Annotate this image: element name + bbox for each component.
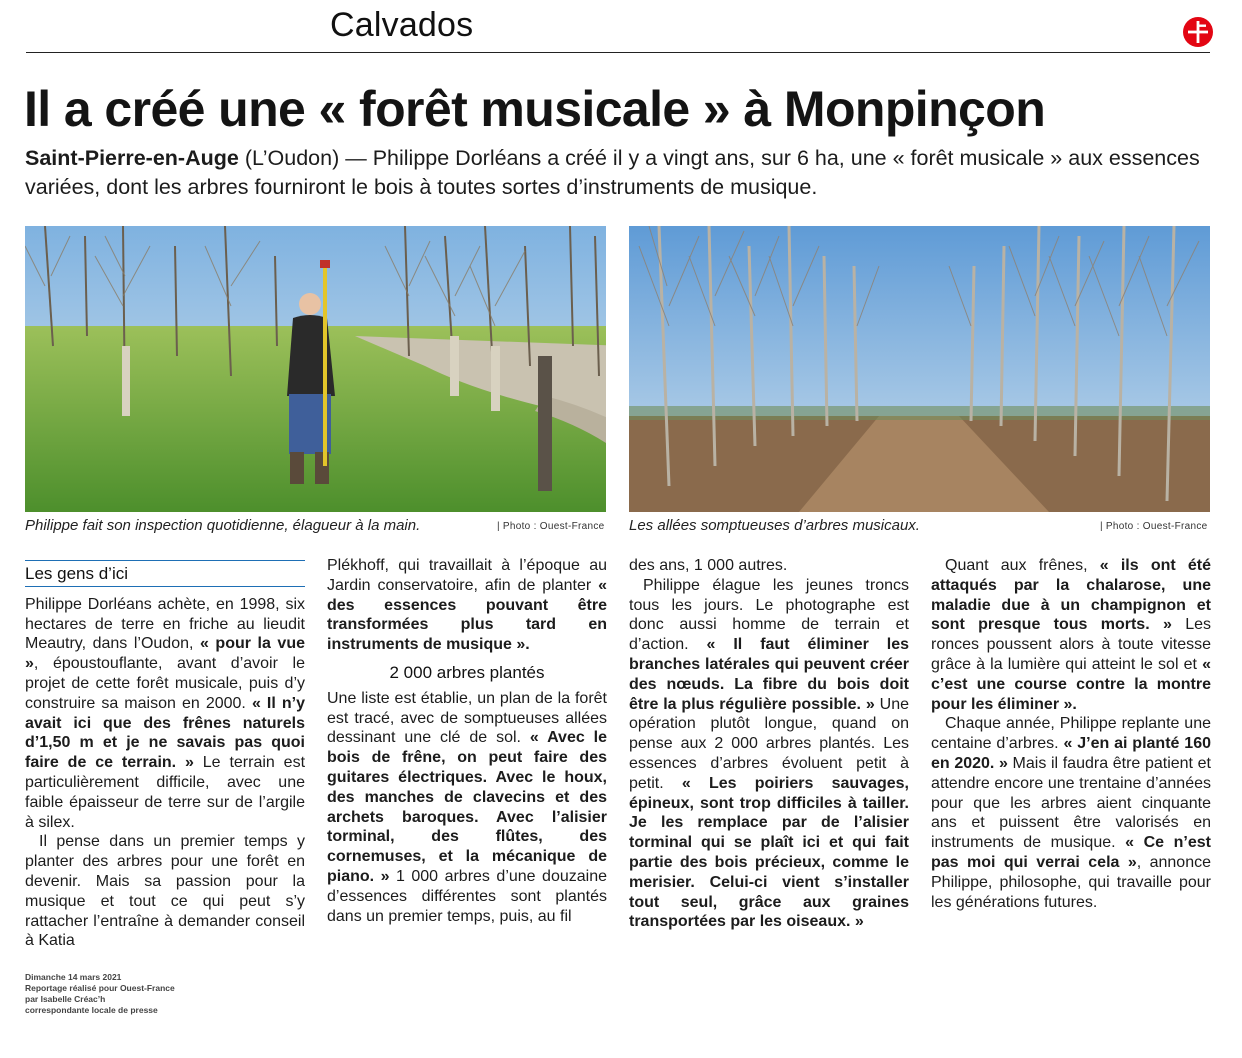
- article-column-1: [25, 556, 305, 951]
- article-column-4: [931, 556, 1211, 912]
- quote: « Il faut éliminer les branches latérales qui peuvent créer des nœuds. La fibre du bois doit être la plus régulière possible. »: [629, 636, 909, 713]
- text-run: Chaque année, Philippe replante une centaine d’arbres.: [931, 715, 1211, 753]
- top-rule: [26, 52, 1210, 53]
- article-column-3: [629, 556, 909, 932]
- quote: « pour la vue »: [25, 635, 305, 673]
- lede-place: Saint-Pierre-en-Auge: [25, 146, 239, 170]
- text-run: , époustouflante, avant d’avoir le projet de cette forêt musicale, puis d’y construire sa maison en 2000.: [25, 655, 305, 712]
- footer-line: Reportage réalisé pour Ouest-France: [25, 983, 175, 993]
- lede-text: Philippe Dorléans a créé il y a vingt ans, sur 6 ha, une « forêt musicale » aux essences variées, dont les arbres fourniront le bois à toutes sortes d’instruments de musique.: [25, 146, 1200, 199]
- photo-1-credit: [497, 521, 605, 532]
- text-run: Quant aux frênes,: [945, 557, 1100, 574]
- photo-1-caption: Philippe fait son inspection quotidienne, élagueur à la main.: [25, 517, 421, 534]
- subhead: 2 000 arbres plantés: [389, 662, 545, 682]
- headline: Il a créé une « forêt musicale » à Monpinçon: [24, 81, 1046, 137]
- quote: « Avec le bois de frêne, on peut faire des guitares électriques. Avec le houx, des manches de clavecins et des archets baroques. Avec l’alisier torminal, des flûtes, des cornemuses, et la mécanique de piano. »: [327, 729, 607, 885]
- footer-author: par Isabelle Créac’h: [25, 994, 106, 1004]
- lede: [25, 144, 1215, 202]
- photo-2-credit-bar: |: [1100, 521, 1103, 532]
- section-label: Calvados: [330, 6, 474, 44]
- paragraph: Il pense dans un premier temps y planter des arbres pour une forêt en devenir. Mais sa passion pour la musique et tout ce qui peut s’y rattacher l’entraîne à demander conseil à Katia: [25, 833, 305, 950]
- paragraph: [327, 689, 607, 927]
- footer-date: Dimanche 14 mars 2021: [25, 972, 122, 982]
- text-run: Philippe élague les jeunes troncs tous les jours. Le photographe est donc aussi homme de terrain et d’action.: [629, 576, 909, 654]
- quote: « ils ont été attaqués par la chalarose, une maladie due à un champignon et sont presque tous morts. »: [931, 557, 1211, 634]
- text-run: Philippe Dorléans achète, en 1998, six hectares de terre en friche au lieudit Meautry, dans l’Oudon,: [25, 595, 305, 653]
- lede-place-suffix: (L’Oudon) —: [238, 146, 373, 170]
- photo-1-credit-text: Photo : Ouest-France: [502, 521, 605, 532]
- text-run: Une opération plutôt longue, quand on pense aux 2 000 arbres plantés. Les essences d’arbres évoluent petit à petit.: [629, 695, 910, 792]
- text-run: 1 000 arbres d’une douzaine d’essences différentes sont plantés dans un premier temps, puis, au fil: [327, 867, 607, 925]
- text-run: Les ronces poussent alors à toute vitesse grâce à la lumière qui atteint le sol et: [931, 616, 1211, 673]
- photo-2-credit: [1100, 521, 1208, 532]
- text-run: Le terrain est particulièrement difficile, avec une faible épaisseur de terre sur de l’argile à silex.: [25, 754, 306, 831]
- quote: « J’en ai planté 160 en 2020. »: [931, 735, 1211, 772]
- paragraph: [931, 714, 1211, 912]
- footer-credits: [25, 972, 175, 1016]
- text-run: Une liste est établie, un plan de la forêt est tracé, avec de somptueuses allées dessinant une clé de sol.: [327, 689, 607, 747]
- paragraph: [629, 576, 909, 932]
- photo-man-with-pruner: [25, 226, 606, 512]
- paragraph: des ans, 1 000 autres.: [629, 557, 788, 574]
- footer-role: correspondante locale de presse: [25, 1005, 158, 1015]
- box-title: Les gens d’ici: [25, 560, 305, 587]
- paragraph: [25, 595, 305, 833]
- ouest-france-logo-icon: [1182, 16, 1214, 48]
- quote: « Les poiriers sauvages, épineux, sont trop difficiles à tailler. Je les remplace par de l’alisier torminal qui se plaît ici et qui fait partie des bois précieux, comme le merisier. Celui-ci vient s’installer tout seul, grâce aux graines transportées par les oiseaux. »: [629, 774, 910, 931]
- quote: « des essences pouvant être transformées plus tard en instruments de musique ».: [327, 576, 607, 654]
- quote: « c’est une course contre la montre pour les éliminer ».: [931, 655, 1211, 713]
- quote: « Il n’y avait ici que des frênes naturels d’1,50 m et je ne savais pas quoi faire de ce terrain. »: [25, 694, 305, 772]
- photo-tree-avenue: [629, 226, 1210, 512]
- photo-1-credit-bar: |: [497, 521, 500, 532]
- article-column-2: [327, 556, 607, 926]
- paragraph: [931, 556, 1211, 714]
- photo-2-caption: Les allées somptueuses d’arbres musicaux.: [629, 517, 920, 534]
- text-run: Plékhoff, qui travaillait à l’époque au Jardin conservatoire, afin de planter: [327, 557, 607, 594]
- text-run: , annonce Philippe, philosophe, qui travaille pour les générations futures.: [931, 853, 1212, 911]
- paragraph: [327, 556, 607, 655]
- text-run: Mais il faudra être patient et attendre encore une trentaine d’années pour que les arbres aient cinquante ans et puissent être valorisés en instruments de musique.: [931, 754, 1211, 852]
- photo-2-credit-text: Photo : Ouest-France: [1105, 521, 1208, 532]
- quote: « Ce n’est pas moi qui verrai cela »: [931, 834, 1212, 871]
